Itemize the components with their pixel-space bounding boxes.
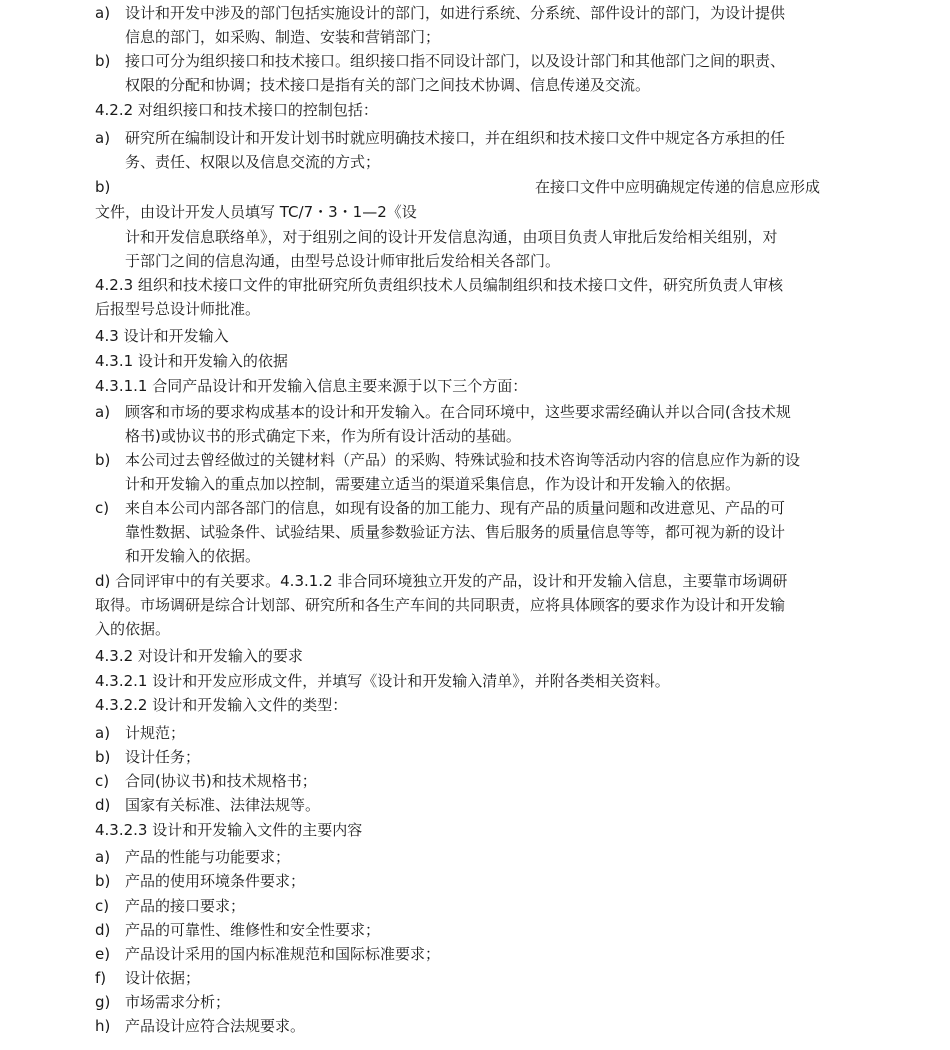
list-text: 设计依据；	[125, 969, 201, 987]
list-text: 接口可分为组织接口和技术接口。组织接口指不同设计部门，以及设计部门和其他部门之间的职责、	[125, 52, 786, 70]
list-marker: e)	[95, 945, 111, 963]
paragraph-line: d) 合同评审中的有关要求。4.3.1.2 非合同环境独立开发的产品，设计和开发输入信息，主要靠市场调研	[95, 572, 788, 590]
subsection-heading: 4.3.2.2 设计和开发输入文件的类型：	[95, 696, 348, 714]
section-heading: 4.2.2 对组织接口和技术接口的控制包括：	[95, 101, 378, 119]
paragraph-line: 入的依据。	[95, 620, 171, 638]
list-text: 产品的性能与功能要求；	[125, 848, 291, 866]
list-text-continuation: 于部门之间的信息沟通，由型号总设计师审批后发给相关各部门。	[125, 252, 561, 270]
list-text: 设计任务；	[125, 748, 201, 766]
list-text: 顾客和市场的要求构成基本的设计和开发输入。在合同环境中，这些要求需经确认并以合同(含技术规	[125, 403, 791, 421]
list-text: 设计和开发中涉及的部门包括实施设计的部门，如进行系统、分系统、部件设计的部门，为设计提供	[125, 4, 786, 22]
list-text: 国家有关标准、法律法规等。	[125, 796, 321, 814]
list-marker: a)	[95, 724, 111, 742]
paragraph-line: 4.2.3 组织和技术接口文件的审批研究所负责组织技术人员编制组织和技术接口文件，研究所负责人审核	[95, 276, 783, 294]
list-text: 产品的接口要求；	[125, 897, 246, 915]
list-marker: d)	[95, 796, 111, 814]
list-marker: d)	[95, 921, 111, 939]
list-text-continuation: 信息的部门，如采购、制造、安装和营销部门；	[125, 28, 441, 46]
list-marker: b)	[95, 178, 111, 196]
list-marker: b)	[95, 748, 111, 766]
list-text-continuation: 格书)或协议书的形式确定下来，作为所有设计活动的基础。	[125, 427, 521, 445]
list-marker: h)	[95, 1017, 111, 1035]
subsection-heading: 4.3.2.1 设计和开发应形成文件，并填写《设计和开发输入清单》，并附各类相关资料。	[95, 672, 670, 690]
list-marker: a)	[95, 848, 111, 866]
list-marker: b)	[95, 451, 111, 469]
list-text: 产品的使用环境条件要求；	[125, 872, 306, 890]
paragraph-line: 取得。市场调研是综合计划部、研究所和各生产车间的共同职责，应将具体顾客的要求作为设计和开发输	[95, 596, 786, 614]
list-text: 产品的可靠性、维修性和安全性要求；	[125, 921, 381, 939]
list-marker: a)	[95, 129, 111, 147]
list-marker: g)	[95, 993, 111, 1011]
list-text-continuation: 务、责任、权限以及信息交流的方式；	[125, 153, 381, 171]
section-heading: 4.3 设计和开发输入	[95, 327, 229, 345]
list-marker: a)	[95, 4, 111, 22]
list-marker: c)	[95, 897, 110, 915]
list-text: 产品设计应符合法规要求。	[125, 1017, 306, 1035]
list-marker: c)	[95, 499, 110, 517]
list-marker: c)	[95, 772, 110, 790]
list-text: 市场需求分析；	[125, 993, 231, 1011]
list-text: 来自本公司内部各部门的信息，如现有设备的加工能力、现有产品的质量问题和改进意见、产品的可	[125, 499, 786, 517]
list-text-continuation: 计和开发输入的重点加以控制，需要建立适当的渠道采集信息，作为设计和开发输入的依据。	[125, 475, 741, 493]
list-marker: f)	[95, 969, 107, 987]
list-text: 合同(协议书)和技术规格书；	[125, 772, 317, 790]
list-text: 计规范；	[125, 724, 186, 742]
list-text: 产品设计采用的国内标准规范和国际标准要求；	[125, 945, 441, 963]
paragraph-line: 文件，由设计开发人员填写 TC/7・3・1—2《设	[95, 203, 417, 221]
paragraph-line: 后报型号总设计师批准。	[95, 300, 261, 318]
list-marker: a)	[95, 403, 111, 421]
list-text-continuation: 计和开发信息联络单》，对于组别之间的设计开发信息沟通，由项目负责人审批后发给相关组别，对	[125, 228, 778, 246]
list-text-continuation: 和开发输入的依据。	[125, 547, 261, 565]
list-marker: b)	[95, 872, 111, 890]
subsection-heading: 4.3.2 对设计和开发输入的要求	[95, 647, 303, 665]
list-text: 本公司过去曾经做过的关键材料（产品）的采购、特殊试验和技术咨询等活动内容的信息应作为新的设	[125, 451, 801, 469]
subsection-heading: 4.3.1 设计和开发输入的依据	[95, 352, 288, 370]
list-text: 研究所在编制设计和开发计划书时就应明确技术接口，并在组织和技术接口文件中规定各方承担的任	[125, 129, 786, 147]
list-text-continuation: 权限的分配和协调；技术接口是指有关的部门之间技术协调、信息传递及交流。	[125, 76, 651, 94]
list-text: 在接口文件中应明确规定传递的信息应形成	[535, 178, 821, 196]
subsection-heading: 4.3.2.3 设计和开发输入文件的主要内容	[95, 821, 363, 839]
subsection-heading: 4.3.1.1 合同产品设计和开发输入信息主要来源于以下三个方面：	[95, 377, 528, 395]
list-marker: b)	[95, 52, 111, 70]
list-text-continuation: 靠性数据、试验条件、试验结果、质量参数验证方法、售后服务的质量信息等等，都可视为新的设计	[125, 523, 786, 541]
